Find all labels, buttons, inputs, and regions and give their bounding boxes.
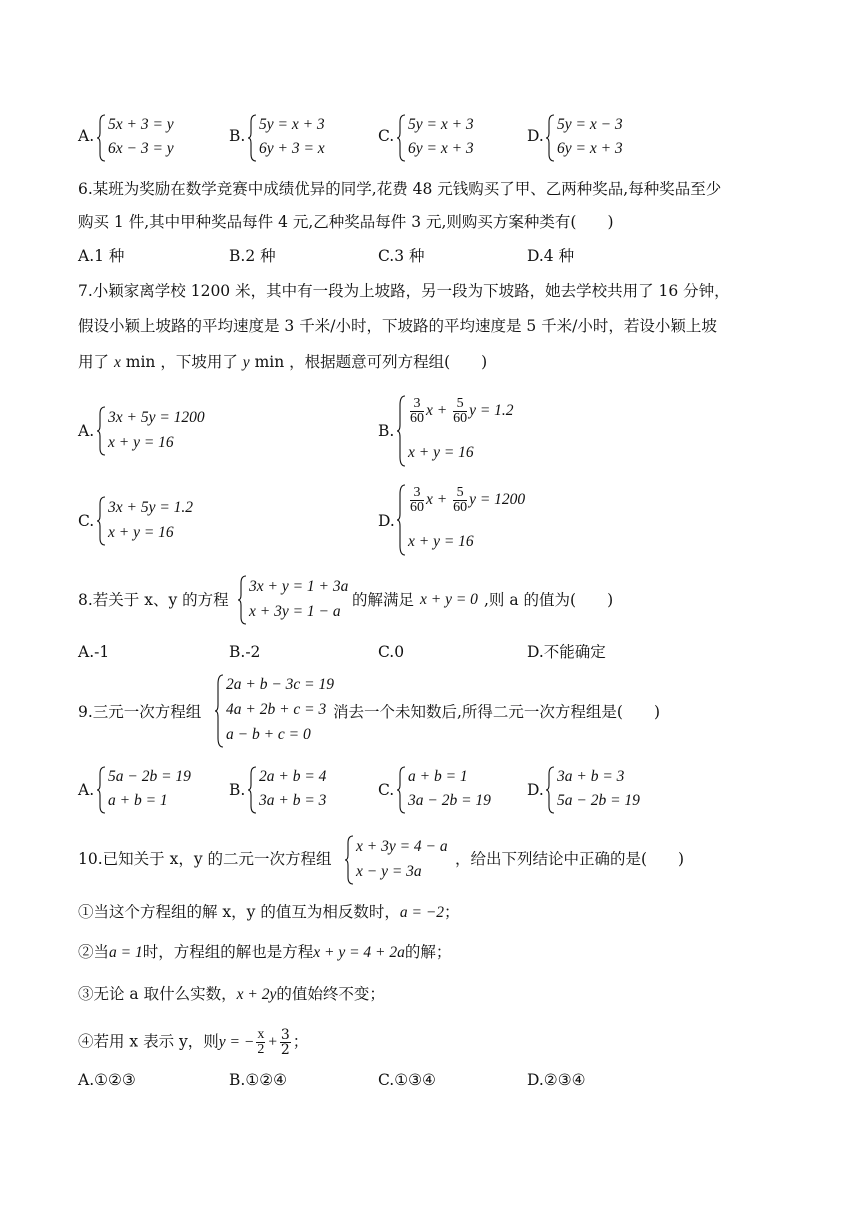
q10-stem-prefix: 10.已知关于 x，y 的二元一次方程组 (78, 850, 332, 868)
fraction (453, 486, 467, 515)
statement-text: ； (444, 903, 460, 921)
q8-system (237, 575, 357, 625)
q9-option-b-label: B. (229, 781, 246, 799)
equation: 2a + b − 3c = 19 (226, 676, 335, 693)
equation (408, 486, 525, 515)
numerator: 3 (410, 397, 424, 412)
left-brace-icon (96, 496, 104, 546)
q9-option-b-system (247, 766, 367, 814)
denominator: 60 (453, 500, 468, 515)
q7-option-d-system (396, 484, 566, 556)
left-brace-icon (545, 766, 553, 814)
q7-option-b-system (396, 395, 556, 467)
q9-stem-suffix: 消去一个未知数后,所得二元一次方程组是( ) (333, 703, 661, 721)
q7-line-3-text: min ，下坡用了 (120, 353, 243, 371)
equation: 6y = x + 3 (408, 140, 474, 157)
left-brace-icon (396, 766, 404, 814)
q9-option-c-label: C. (378, 781, 395, 799)
q10-statement-2 (78, 943, 451, 963)
q8-stem-suffix: ,则 a 的值为( ) (484, 591, 614, 609)
q10-statement-4 (78, 1028, 308, 1057)
fraction (453, 397, 467, 426)
q5-option-b-system (247, 114, 367, 162)
fraction (256, 1028, 265, 1057)
q10-statement-1 (78, 903, 460, 923)
q7-option-a-label: A. (78, 422, 95, 440)
q8-option-b: B.-2 (229, 643, 261, 661)
statement-text: ； (292, 1032, 309, 1051)
numerator: 5 (453, 397, 467, 412)
left-brace-icon (96, 406, 104, 456)
q7-option-d-label: D. (378, 512, 395, 530)
q5-option-c-label: C. (378, 127, 395, 145)
math-expression: a = 1 (109, 944, 143, 961)
q7-option-b-label: B. (378, 422, 395, 440)
q10-stem-suffix: ，给出下列结论中正确的是( ) (455, 850, 685, 868)
equation-part: y = 1.2 (469, 402, 514, 420)
left-brace-icon (545, 114, 553, 162)
q9-option-a-label: A. (78, 781, 95, 799)
math-expression: a = −2 (399, 904, 445, 921)
q8-stem-mid: 的解满足 (352, 591, 415, 609)
q5-option-d-label: D. (527, 127, 544, 145)
q9-option-c-system (396, 766, 516, 814)
q8-stem-prefix: 8.若关于 x、y 的方程 (78, 591, 229, 609)
q10-option-c: C.①③④ (378, 1071, 436, 1089)
left-brace-icon (96, 114, 104, 162)
q9-system (214, 674, 344, 748)
q5-option-d-system (545, 114, 665, 162)
equation: 2a + b = 4 (259, 768, 327, 785)
equation-part: x + (426, 491, 448, 509)
equation: 3x + 5y = 1.2 (108, 499, 194, 516)
q9-option-d-system (545, 766, 665, 814)
q10-option-a: A.①②③ (78, 1071, 136, 1089)
left-brace-icon (396, 114, 404, 162)
left-brace-icon (247, 114, 255, 162)
equation: 6x − 3 = y (108, 140, 174, 157)
equation-part: x + (426, 402, 448, 420)
q10-option-d: D.②③④ (527, 1071, 586, 1089)
equation: 3a + b = 3 (259, 792, 327, 809)
statement-text: 时，方程组的解也是方程 (142, 943, 314, 961)
q7-line-3 (78, 353, 487, 373)
q9-option-a-system (96, 766, 216, 814)
q8-option-a: A.-1 (78, 643, 110, 661)
equation: 6y = x + 3 (557, 140, 623, 157)
left-brace-icon (344, 835, 352, 885)
q6-line-2: 购买 1 件,其中甲种奖品每件 4 元,乙种奖品每件 3 元,则购买方案种类有( ) (78, 213, 614, 231)
equation-part: y = 1200 (469, 491, 526, 509)
math-expression: x + 2y (236, 986, 277, 1003)
equation: x + 3y = 1 − a (249, 603, 341, 620)
statement-text: 的解； (404, 943, 452, 961)
statement-text: 的值始终不变； (276, 985, 385, 1003)
q8-option-d: D.不能确定 (527, 643, 606, 661)
q7-option-c-label: C. (78, 512, 95, 530)
equation (408, 397, 514, 426)
equation: a + b = 1 (408, 768, 468, 785)
q9-option-d-label: D. (527, 781, 544, 799)
denominator: 2 (280, 1042, 290, 1058)
denominator: 60 (410, 500, 424, 515)
statement-text: ②当 (78, 943, 110, 961)
equation: x + y = 16 (408, 533, 474, 550)
q5-option-a-system (96, 114, 216, 162)
equation: 3x + y = 1 + 3a (249, 578, 349, 595)
q5-option-b-label: B. (229, 127, 246, 145)
q7-line-3-text: 用了 (78, 353, 114, 371)
q10-statement-3 (78, 985, 385, 1005)
denominator: 60 (410, 411, 424, 426)
q7-option-a-system (96, 406, 246, 456)
q6-option-b: B.2 种 (229, 247, 276, 265)
equation: 6y + 3 = x (259, 140, 325, 157)
plus-sign: + (267, 1033, 278, 1051)
equation: 5y = x + 3 (408, 116, 474, 133)
equation: x + y = 16 (108, 524, 174, 541)
q7-option-c-system (96, 496, 246, 546)
left-brace-icon (396, 395, 404, 467)
equation: a + b = 1 (108, 792, 168, 809)
statement-text: ④若用 x 表示 y，则 (78, 1032, 219, 1051)
equation: x + y = 16 (408, 444, 474, 461)
q6-line-1: 6.某班为奖励在数学竞赛中成绩优异的同学,花费 48 元钱购买了甲、乙两种奖品,每种奖品至少 (78, 180, 722, 198)
q10-system (344, 835, 459, 885)
left-brace-icon (247, 766, 255, 814)
equation: 5a − 2b = 19 (557, 792, 640, 809)
numerator: 3 (410, 486, 424, 501)
fraction (280, 1028, 291, 1057)
q6-option-c: C.3 种 (378, 247, 425, 265)
variable-x: x (113, 354, 121, 371)
q7-line-2: 假设小颖上坡路的平均速度是 3 千米/小时，下坡路的平均速度是 5 千米/小时，若设小颖上坡 (78, 317, 717, 335)
q6-option-a: A.1 种 (78, 247, 125, 265)
q9-stem-prefix: 9.三元一次方程组 (78, 703, 202, 721)
left-brace-icon (237, 575, 245, 625)
left-brace-icon (214, 674, 222, 748)
q5-option-a-label: A. (78, 127, 95, 145)
math-expression: y = − (218, 1033, 255, 1051)
equation: 5x + 3 = y (108, 116, 174, 133)
numerator: 3 (280, 1027, 290, 1043)
left-brace-icon (396, 484, 404, 556)
fraction (410, 397, 424, 426)
denominator: 2 (257, 1042, 265, 1057)
q6-option-d: D.4 种 (527, 247, 575, 265)
q5-option-c-system (396, 114, 516, 162)
equation: 5y = x + 3 (259, 116, 325, 133)
equation: x + 3y = 4 − a (356, 838, 448, 855)
equation: x − y = 3a (356, 863, 422, 880)
statement-text: ①当这个方程组的解 x，y 的值互为相反数时， (78, 903, 400, 921)
statement-text: ③无论 a 取什么实数， (78, 985, 237, 1003)
equation: x + y = 16 (108, 434, 174, 451)
equation: 5a − 2b = 19 (108, 768, 191, 785)
equation: 3x + 5y = 1200 (108, 409, 205, 426)
equation: 3a + b = 3 (557, 768, 625, 785)
equation: 5y = x − 3 (557, 116, 623, 133)
q8-option-c: C.0 (378, 643, 405, 661)
math-expression: x + y = 4 + 2a (313, 944, 405, 961)
q7-line-3-text: min ，根据题意可列方程组( ) (249, 353, 488, 371)
q8-condition: x + y = 0 (420, 591, 478, 608)
denominator: 60 (453, 411, 468, 426)
equation: 3a − 2b = 19 (408, 792, 491, 809)
variable-y: y (242, 354, 250, 371)
numerator: x (257, 1027, 265, 1042)
fraction (410, 486, 424, 515)
equation: a − b + c = 0 (226, 726, 311, 743)
numerator: 5 (453, 486, 467, 501)
left-brace-icon (96, 766, 104, 814)
equation: 4a + 2b + c = 3 (226, 701, 327, 718)
q10-option-b: B.①②④ (229, 1071, 288, 1089)
q7-line-1: 7.小颖家离学校 1200 米，其中有一段为上坡路，另一段为下坡路，她去学校共用了 16 分钟， (78, 282, 730, 300)
